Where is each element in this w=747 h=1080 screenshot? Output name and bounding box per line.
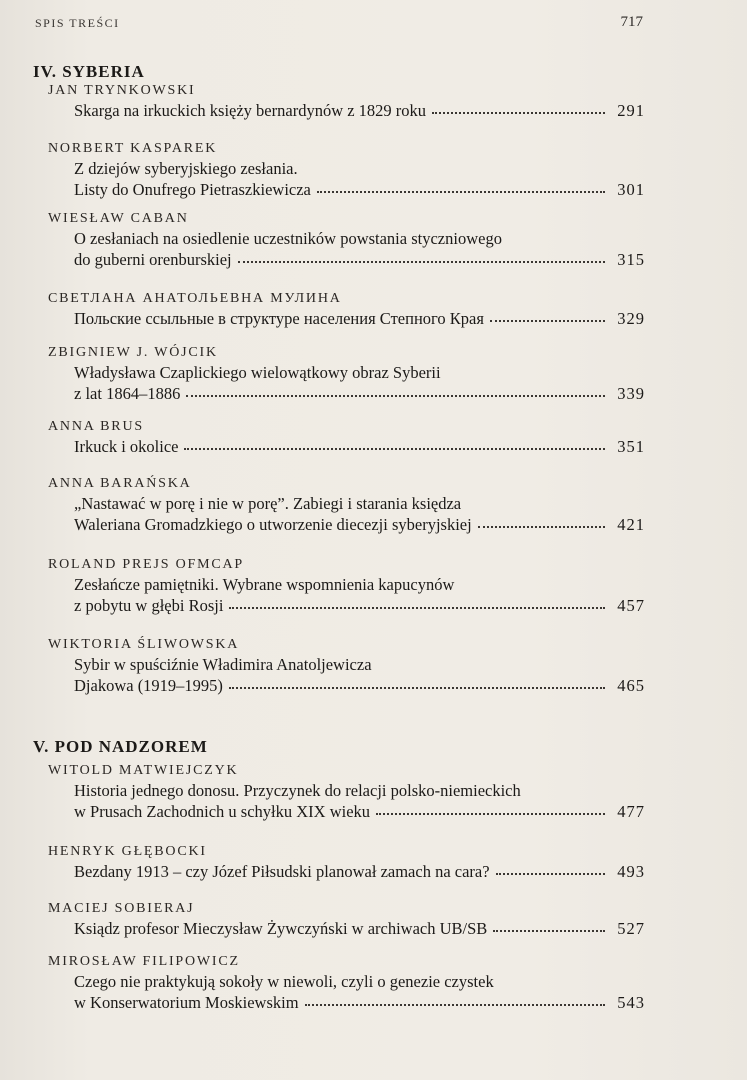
entry-author: WITOLD MATWIEJCZYK xyxy=(48,763,239,778)
entry-title-last-line xyxy=(74,801,645,822)
entry-title-line: Listy do Onufrego Pietraszkiewicza xyxy=(74,180,311,199)
entry-title-last-line xyxy=(74,308,645,329)
entry-title-last-line xyxy=(74,514,645,535)
entry-title-line: w Konserwatorium Moskiewskim xyxy=(74,993,299,1012)
entry-page-number: 543 xyxy=(617,993,645,1012)
entry-title xyxy=(48,971,645,1013)
entry-author: JAN TRYNKOWSKI xyxy=(48,83,196,98)
page-number: 717 xyxy=(620,14,643,30)
entry-title xyxy=(48,861,645,882)
dot-leader xyxy=(432,108,605,114)
entry-title xyxy=(48,100,645,121)
section-title: IV. SYBERIA xyxy=(33,62,145,81)
toc-entry xyxy=(48,344,645,404)
entry-title-last-line xyxy=(74,179,645,200)
running-head: SPIS TREŚCI xyxy=(35,16,120,30)
entry-title-last-line xyxy=(74,918,645,939)
toc-entry xyxy=(48,556,645,616)
entry-title-line: w Prusach Zachodnich u schyłku XIX wieku xyxy=(74,802,371,821)
entry-title-last-line xyxy=(74,595,645,616)
entry-author: СВЕТЛАНА АНАТОЛЬЕВНА МУЛИНА xyxy=(48,291,342,306)
entry-title xyxy=(48,918,645,939)
entry-author: ZBIGNIEW J. WÓJCIK xyxy=(48,345,218,360)
entry-author: HENRYK GŁĘBOCKI xyxy=(48,844,207,859)
entry-title-line: Władysława Czaplickiego wielowątkowy obraz Syberii xyxy=(74,363,441,382)
entry-title-line: Bezdany 1913 – czy Józef Piłsudski planował zamach na cara? xyxy=(74,862,490,881)
section-title: V. POD NADZOREM xyxy=(33,737,208,756)
entry-title-last-line xyxy=(74,675,645,696)
entry-title-last-line xyxy=(74,992,645,1013)
entry-author: MACIEJ SOBIERAJ xyxy=(48,901,195,916)
dot-leader xyxy=(238,257,605,263)
entry-title xyxy=(48,362,645,404)
dot-leader xyxy=(229,683,605,689)
entry-title-last-line xyxy=(74,249,645,270)
entry-title-line: Zesłańcze pamiętniki. Wybrane wspomnienia kapucynów xyxy=(74,575,455,594)
section-syberia xyxy=(33,62,653,695)
toc-entry xyxy=(48,82,645,121)
entry-page-number: 457 xyxy=(617,596,645,615)
section-pod-nadzorem xyxy=(33,737,653,1012)
entry-title-last-line xyxy=(74,100,645,121)
entry-title-last-line xyxy=(74,861,645,882)
entry-title-line: Польские ссыльные в структуре населения Степного Края xyxy=(74,309,484,328)
entry-page-number: 301 xyxy=(617,180,645,199)
entry-title-line: Skarga na irkuckich księży bernardynów z 1829 roku xyxy=(74,101,427,120)
toc-entry xyxy=(48,475,645,535)
entry-page-number: 339 xyxy=(617,384,645,403)
entry-title-line: Waleriana Gromadzkiego o utworzenie diecezji syberyjskiej xyxy=(74,515,472,534)
entry-title-last-line xyxy=(74,383,645,404)
dot-leader xyxy=(305,1000,605,1006)
entry-title xyxy=(48,574,645,616)
toc-entry xyxy=(48,953,645,1013)
entry-page-number: 291 xyxy=(617,101,645,120)
entry-title-line: Historia jednego donosu. Przyczynek do relacji polsko-niemieckich xyxy=(74,781,521,800)
entry-title-line: Irkuck i okolice xyxy=(74,437,179,456)
entry-author: ROLAND PREJS OFMCAP xyxy=(48,557,245,572)
entry-page-number: 527 xyxy=(617,919,645,938)
entry-author: MIROSŁAW FILIPOWICZ xyxy=(48,954,240,969)
dot-leader xyxy=(229,603,605,609)
entry-author: WIESŁAW CABAN xyxy=(48,211,189,226)
entry-page-number: 329 xyxy=(617,309,645,328)
dot-leader xyxy=(186,391,605,397)
entry-page-number: 421 xyxy=(617,515,645,534)
entry-title-line: Z dziejów syberyjskiego zesłania. xyxy=(74,159,298,178)
entry-title xyxy=(48,493,645,535)
entry-author: ANNA BRUS xyxy=(48,419,144,434)
dot-leader xyxy=(376,809,605,815)
entry-title xyxy=(48,654,645,696)
entry-title-line: z lat 1864–1886 xyxy=(74,384,181,403)
entry-page-number: 493 xyxy=(617,862,645,881)
entry-author: ANNA BARAŃSKA xyxy=(48,476,192,491)
entry-title-line: O zesłaniach na osiedlenie uczestników powstania styczniowego xyxy=(74,229,502,248)
dot-leader xyxy=(493,926,605,932)
entry-title xyxy=(48,436,645,457)
toc-entry xyxy=(48,140,645,200)
entry-title-line: Sybir w spuściźnie Władimira Anatoljewicza xyxy=(74,655,372,674)
toc-entry xyxy=(48,290,645,329)
toc-entry xyxy=(48,210,645,270)
dot-leader xyxy=(478,522,605,528)
entry-title-line: z pobytu w głębi Rosji xyxy=(74,596,224,615)
dot-leader xyxy=(496,869,605,875)
toc-entry xyxy=(48,900,645,939)
entry-title-line: Czego nie praktykują sokoły w niewoli, czyli o genezie czystek xyxy=(74,972,494,991)
entry-page-number: 351 xyxy=(617,437,645,456)
toc-entry xyxy=(48,636,645,696)
entry-title xyxy=(48,158,645,200)
entry-author: NORBERT KASPAREK xyxy=(48,141,218,156)
dot-leader xyxy=(184,444,605,450)
dot-leader xyxy=(317,187,605,193)
toc-entry xyxy=(48,418,645,457)
entry-page-number: 315 xyxy=(617,250,645,269)
entry-title-line: Ksiądz profesor Mieczysław Żywczyński w archiwach UB/SB xyxy=(74,919,488,938)
entry-page-number: 477 xyxy=(617,802,645,821)
entry-title-line: Djakowa (1919–1995) xyxy=(74,676,223,695)
entry-author: WIKTORIA ŚLIWOWSKA xyxy=(48,637,240,652)
entry-page-number: 465 xyxy=(617,676,645,695)
entry-title-line: „Nastawać w porę i nie w porę”. Zabiegi i starania księdza xyxy=(74,494,462,513)
dot-leader xyxy=(490,316,605,322)
entry-title-line: do guberni orenburskiej xyxy=(74,250,232,269)
entry-title-last-line xyxy=(74,436,645,457)
toc-entry xyxy=(48,843,645,882)
entry-title xyxy=(48,780,645,822)
entry-title xyxy=(48,308,645,329)
entry-title xyxy=(48,228,645,270)
toc-entry xyxy=(48,762,645,822)
